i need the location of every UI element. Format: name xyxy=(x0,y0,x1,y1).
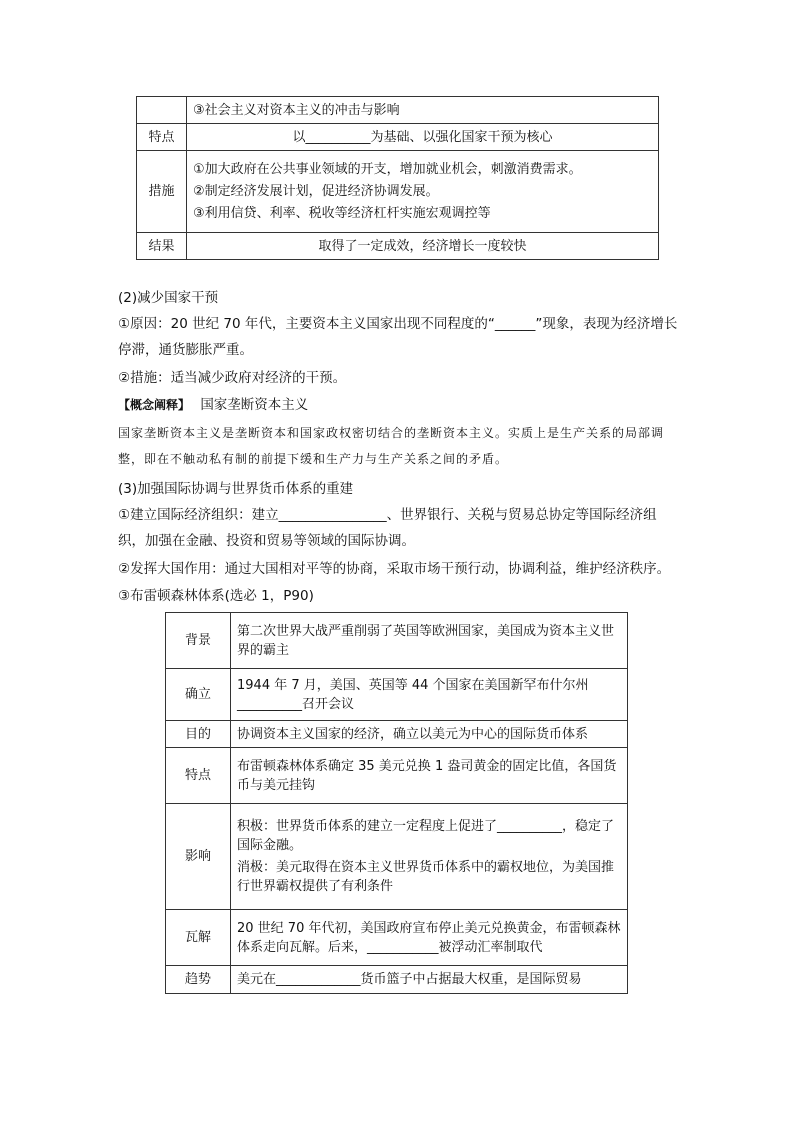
table-row xyxy=(166,910,628,966)
row-content xyxy=(231,804,628,910)
concept-title: 国家垄断资本主义 xyxy=(200,397,309,413)
row-label: 结果 xyxy=(137,233,187,260)
table-row xyxy=(166,748,628,804)
row-content: 美元在_____________货币篮子中占据最大权重，是国际贸易 xyxy=(231,966,628,994)
row-label xyxy=(137,97,187,124)
row-label: 确立 xyxy=(166,669,231,721)
row-content: 协调资本主义国家的经济，确立以美元为中心的国际货币体系 xyxy=(231,721,628,748)
table-row xyxy=(137,233,659,260)
row-content: ③社会主义对资本主义的冲击与影响 xyxy=(187,97,659,124)
table-row xyxy=(166,613,628,669)
row-content: 以__________为基础、以强化国家干预为核心 xyxy=(187,124,659,151)
row-label: 影响 xyxy=(166,804,231,910)
concept-body: 国家垄断资本主义是垄断资本和国家政权密切结合的垄断资本主义。实质上是生产关系的局部调整，即在不触动私有制的前提下缓和生产力与生产关系之间的矛盾。 xyxy=(118,426,665,466)
table-bretton-woods xyxy=(165,612,628,994)
item-paragraph: ①建立国际经济组织：建立________________、世界银行、关税与贸易总协定等国际经济组织，加强在金融、投资和贸易等领域的国际协调。 xyxy=(118,507,657,549)
table-economic-intervention xyxy=(136,96,659,260)
row-content xyxy=(187,151,659,233)
table-row xyxy=(166,966,628,994)
concept-heading xyxy=(118,392,681,418)
row-content: 布雷顿森林体系确定 35 美元兑换 1 盎司黄金的固定比值，各国货币与美元挂钩 xyxy=(231,748,628,804)
item-paragraph: ③布雷顿森林体系(选必 1，P90) xyxy=(118,588,314,604)
row-label: 趋势 xyxy=(166,966,231,994)
table-row xyxy=(137,151,659,233)
section-title: (3)加强国际协调与世界货币体系的重建 xyxy=(118,481,354,497)
measure-paragraph: ②措施：适当减少政府对经济的干预。 xyxy=(118,370,347,386)
row-label: 特点 xyxy=(137,124,187,151)
table-row xyxy=(166,721,628,748)
concept-tag: 【概念阐释】 xyxy=(118,398,191,412)
measure-line: ②制定经济发展计划，促进经济协调发展。 xyxy=(193,184,439,199)
row-content: 第二次世界大战严重削弱了英国等欧洲国家，美国成为资本主义世界的霸主 xyxy=(231,613,628,669)
row-label: 瓦解 xyxy=(166,910,231,966)
row-label: 背景 xyxy=(166,613,231,669)
table-row xyxy=(166,669,628,721)
item-paragraph: ②发挥大国作用：通过大国相对平等的协商，采取市场干预行动，协调利益，维护经济秩序。 xyxy=(118,561,671,577)
impact-negative: 消极：美元取得在资本主义世界货币体系中的霸权地位，为美国推行世界霸权提供了有利条件 xyxy=(237,860,615,894)
row-label: 目的 xyxy=(166,721,231,748)
row-content: 20 世纪 70 年代初，美国政府宣布停止美元兑换黄金，布雷顿森林体系走向瓦解。后来，___________被浮动汇率制取代 xyxy=(231,910,628,966)
row-content: 1944 年 7 月，美国、英国等 44 个国家在美国新罕布什尔州__________召开会议 xyxy=(231,669,628,721)
row-content: 取得了一定成效，经济增长一度较快 xyxy=(187,233,659,260)
row-label: 特点 xyxy=(166,748,231,804)
measure-line: ①加大政府在公共事业领域的开支，增加就业机会，刺激消费需求。 xyxy=(193,162,582,177)
table-row xyxy=(137,124,659,151)
table-row xyxy=(137,97,659,124)
row-label: 措施 xyxy=(137,151,187,233)
measure-line: ③利用信贷、利率、税收等经济杠杆实施宏观调控等 xyxy=(193,206,491,221)
cause-paragraph: ①原因：20 世纪 70 年代，主要资本主义国家出现不同程度的“______”现象，表现为经济增长停滞，通货膨胀严重。 xyxy=(118,316,678,358)
impact-positive: 积极：世界货币体系的建立一定程度上促进了__________，稳定了国际金融。 xyxy=(237,819,615,853)
section-title: (2)减少国家干预 xyxy=(118,290,219,306)
table-row xyxy=(166,804,628,910)
